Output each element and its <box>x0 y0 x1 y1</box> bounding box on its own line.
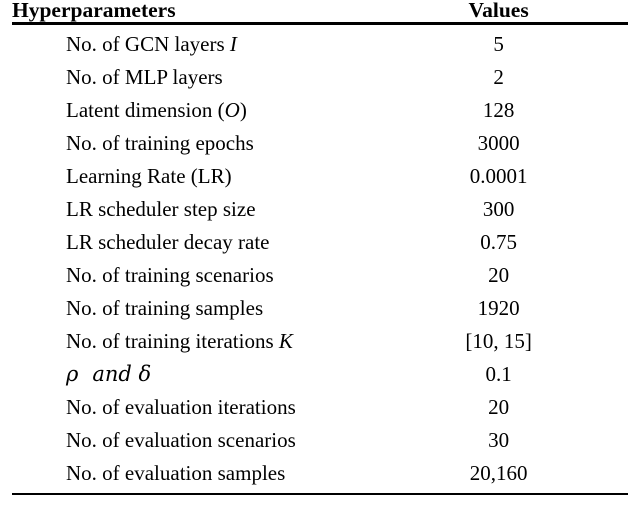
row-label <box>12 25 369 61</box>
table-row <box>12 160 628 193</box>
row-label-text: No. of training epochs <box>66 130 254 155</box>
row-label-text: No. of training iterations <box>66 328 279 353</box>
row-label-symbol: I <box>229 31 237 56</box>
row-label <box>12 457 369 494</box>
row-label <box>12 325 369 358</box>
row-label <box>12 160 369 193</box>
header-values: Values <box>468 0 529 22</box>
row-label <box>12 358 369 391</box>
table-row <box>12 127 628 160</box>
row-label-text: LR scheduler decay rate <box>66 229 270 254</box>
row-label <box>12 226 369 259</box>
row-value: 30 <box>488 427 510 452</box>
table-row <box>12 457 628 494</box>
row-label <box>12 391 369 424</box>
table-bottom-rule <box>12 494 628 495</box>
table-row <box>12 193 628 226</box>
table-row <box>12 424 628 457</box>
table-row <box>12 325 628 358</box>
row-label-text: Latent dimension ( <box>66 97 225 122</box>
row-value: 0.1 <box>485 361 512 386</box>
row-label <box>12 61 369 94</box>
header-hyperparameters: Hyperparameters <box>12 0 176 22</box>
hyperparameter-table <box>12 0 628 495</box>
row-label-text: No. of evaluation scenarios <box>66 427 296 452</box>
row-label-text: Learning Rate (LR) <box>66 163 232 188</box>
row-label <box>12 424 369 457</box>
row-label <box>12 259 369 292</box>
row-value: 20 <box>488 394 510 419</box>
row-value: 20 <box>488 262 510 287</box>
row-label-suffix: ) <box>239 97 247 122</box>
row-label-symbol: K <box>278 328 293 353</box>
row-value: 0.75 <box>480 229 517 254</box>
table-header-row <box>12 0 628 23</box>
row-value: 300 <box>482 196 515 221</box>
row-label-text: No. of evaluation iterations <box>66 394 296 419</box>
row-value: 3000 <box>477 130 520 155</box>
table-row <box>12 61 628 94</box>
row-value: 20,160 <box>469 460 528 485</box>
row-value: [10, 15] <box>465 328 532 353</box>
row-value: 5 <box>493 31 504 56</box>
row-label-text: No. of training samples <box>66 295 264 320</box>
row-value: 2 <box>493 64 504 89</box>
row-value: 1920 <box>477 295 520 320</box>
table-row <box>12 94 628 127</box>
row-label-text: No. of GCN layers <box>66 31 230 56</box>
table-row <box>12 292 628 325</box>
row-label <box>12 94 369 127</box>
row-value: 128 <box>482 97 515 122</box>
table-row <box>12 226 628 259</box>
table-row <box>12 391 628 424</box>
row-label <box>12 193 369 226</box>
table-row <box>12 25 628 61</box>
row-label-text: No. of MLP layers <box>66 64 223 89</box>
row-value: 0.0001 <box>469 163 528 188</box>
row-label-text: ρ <box>66 361 79 386</box>
row-label <box>12 292 369 325</box>
row-label-text: LR scheduler step size <box>66 196 256 221</box>
row-label-symbol: O <box>224 97 240 122</box>
row-label-text: No. of training scenarios <box>66 262 274 287</box>
row-label-text: No. of evaluation samples <box>66 460 286 485</box>
table-row <box>12 259 628 292</box>
row-label-suffix: and δ <box>92 361 152 386</box>
table-row <box>12 358 628 391</box>
row-label <box>12 127 369 160</box>
